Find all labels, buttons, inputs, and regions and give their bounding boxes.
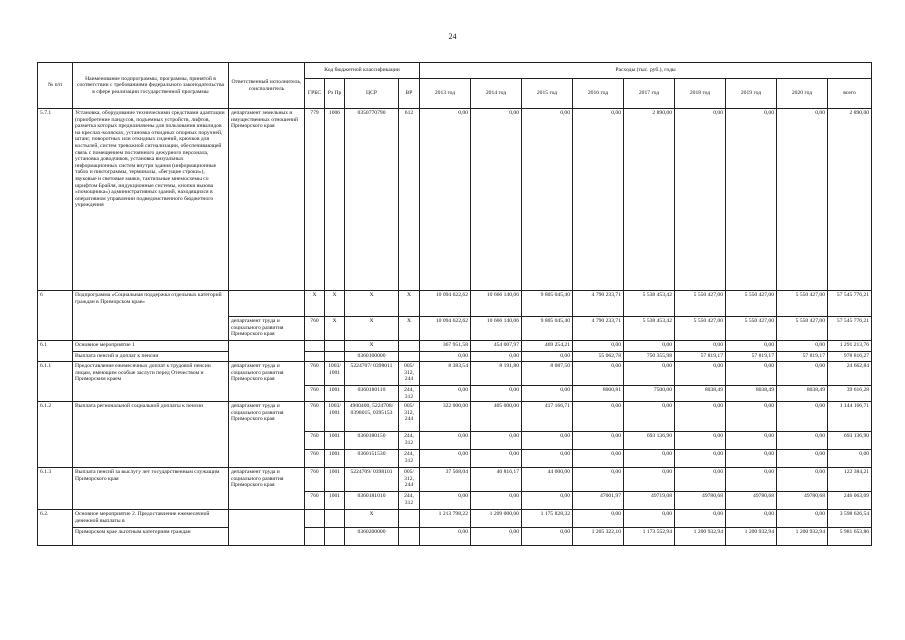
row-rzpr: Х bbox=[325, 317, 345, 341]
row-rzpr: 1003/ 1001 bbox=[325, 362, 345, 386]
row-value: 8 191,80 bbox=[471, 362, 522, 386]
row-value: 57 819,17 bbox=[777, 352, 828, 362]
row-value: 0,00 bbox=[777, 468, 828, 492]
row-value: 10 094 622,62 bbox=[420, 291, 471, 317]
row-value: 0,00 bbox=[726, 510, 777, 528]
row-vr bbox=[399, 510, 420, 528]
header-name: Наименование подпрограммы, программы, принятой в соответствии с требованиями федерального законодательства в сфере реализации государственной программы bbox=[73, 63, 229, 109]
header-expense-group: Расходы (тыс. руб.), годы bbox=[420, 63, 872, 79]
row-value: 0,00 bbox=[726, 432, 777, 450]
header-vr: ВР bbox=[399, 79, 420, 109]
row-value: 8000,81 bbox=[573, 386, 624, 402]
row-value: 367 951,58 bbox=[420, 341, 471, 352]
row-grbs: 760 bbox=[305, 402, 325, 432]
row-value: 8 087,50 bbox=[522, 362, 573, 386]
row-value: 750 355,98 bbox=[624, 352, 675, 362]
budget-table bbox=[37, 62, 872, 546]
table-body bbox=[38, 109, 872, 546]
row-value: 8 383,54 bbox=[420, 362, 471, 386]
row-value: 0,00 bbox=[726, 468, 777, 492]
row-csr: 0360200000 bbox=[345, 528, 399, 546]
row-value: 57 819,17 bbox=[726, 352, 777, 362]
row-value: 39 616,28 bbox=[828, 386, 872, 402]
row-value: 0,00 bbox=[471, 352, 522, 362]
row-value: 0,00 bbox=[420, 109, 471, 291]
table-row bbox=[38, 291, 872, 317]
row-value: 49719,08 bbox=[624, 492, 675, 510]
row-csr: Х bbox=[345, 341, 399, 352]
row-value: 246 063,09 bbox=[828, 492, 872, 510]
row-value: 0,00 bbox=[522, 109, 573, 291]
table-row bbox=[38, 528, 872, 546]
row-value: 0,00 bbox=[573, 468, 624, 492]
row-value: 57 545 776,21 bbox=[828, 291, 872, 317]
row-name: Выплата региональной социальной доплаты к пенсии bbox=[73, 402, 229, 468]
row-value: 5 550 427,00 bbox=[777, 317, 828, 341]
row-value: 0,00 bbox=[471, 386, 522, 402]
row-value: 0,00 bbox=[777, 341, 828, 352]
row-vr bbox=[399, 528, 420, 546]
row-csr: 5224709/ 0398101 bbox=[345, 468, 399, 492]
row-value: 0,00 bbox=[777, 402, 828, 432]
row-num: 6.1.1 bbox=[38, 362, 73, 402]
row-num: 6 bbox=[38, 291, 73, 341]
header-rzpr: Рз Пр bbox=[325, 79, 345, 109]
row-value: 0,00 bbox=[675, 402, 726, 432]
row-value: 0,00 bbox=[420, 450, 471, 468]
row-value: 9 805 045,40 bbox=[522, 291, 573, 317]
row-value: 0,00 bbox=[675, 468, 726, 492]
row-value: 4 790 233,71 bbox=[573, 291, 624, 317]
row-value: 8038,49 bbox=[777, 386, 828, 402]
row-value: 49780,68 bbox=[675, 492, 726, 510]
row-value: 5 981 653,86 bbox=[828, 528, 872, 546]
row-value: 0,00 bbox=[420, 492, 471, 510]
header-year: 2013 год bbox=[420, 79, 471, 109]
row-csr: 0360181010 bbox=[345, 492, 399, 510]
header-year: 2020 год bbox=[777, 79, 828, 109]
row-grbs bbox=[305, 528, 325, 546]
row-value: 1 209 000,00 bbox=[471, 510, 522, 528]
row-csr: 0360151530 bbox=[345, 450, 399, 468]
row-exec: департамент труда и социального развития Приморского края bbox=[229, 317, 305, 341]
row-name: Основное мероприятие 2. Предоставление ежемесячной денежной выплаты в bbox=[73, 510, 229, 528]
row-value: 0,00 bbox=[675, 432, 726, 450]
header-code-group: Код бюджетной классификации bbox=[305, 63, 420, 79]
header-year: всего bbox=[828, 79, 872, 109]
row-value: 5 550 427,00 bbox=[675, 291, 726, 317]
row-grbs: 760 bbox=[305, 317, 325, 341]
table-row bbox=[38, 510, 872, 528]
row-csr: 5224707/ 0398011 bbox=[345, 362, 399, 386]
row-value: 0,00 bbox=[675, 362, 726, 386]
header-exec: Ответственный исполнитель, соисполнитель bbox=[229, 63, 305, 109]
row-exec bbox=[229, 341, 305, 362]
row-value: 57 545 776,21 bbox=[828, 317, 872, 341]
row-value: 0,00 bbox=[522, 386, 573, 402]
row-value: 0,00 bbox=[624, 362, 675, 386]
header-csr: ЦСР bbox=[345, 79, 399, 109]
page-number: 24 bbox=[448, 32, 457, 41]
row-vr: 005/ 312, 244 bbox=[399, 402, 420, 432]
row-num: 6.1.3 bbox=[38, 468, 73, 510]
row-value: 0,00 bbox=[573, 341, 624, 352]
row-value: 454 007,97 bbox=[471, 341, 522, 352]
row-rzpr: 1001 bbox=[325, 386, 345, 402]
row-num: 6.1.2 bbox=[38, 402, 73, 468]
row-value: 0,00 bbox=[726, 109, 777, 291]
row-value: 693 136,90 bbox=[624, 432, 675, 450]
row-value: 0,00 bbox=[573, 362, 624, 386]
row-csr: 4900400, 5224708/ 0398015, 0395153 bbox=[345, 402, 399, 432]
row-value: 0,00 bbox=[777, 432, 828, 450]
row-csr: 0360100000 bbox=[345, 352, 399, 362]
row-rzpr bbox=[325, 528, 345, 546]
row-value: 0,00 bbox=[777, 450, 828, 468]
row-csr: Х bbox=[345, 317, 399, 341]
row-value: 37 568,04 bbox=[420, 468, 471, 492]
row-value: 49780,68 bbox=[726, 492, 777, 510]
row-value: 0,00 bbox=[777, 510, 828, 528]
row-csr: Х bbox=[345, 510, 399, 528]
table-row bbox=[38, 402, 872, 432]
row-value: 1 200 932,94 bbox=[726, 528, 777, 546]
row-vr bbox=[399, 341, 420, 352]
row-value: 1 213 798,22 bbox=[420, 510, 471, 528]
row-value: 0,00 bbox=[471, 432, 522, 450]
row-value: 0,00 bbox=[522, 352, 573, 362]
row-rzpr bbox=[325, 352, 345, 362]
table-row bbox=[38, 109, 872, 291]
row-value: 9 805 045,40 bbox=[522, 317, 573, 341]
row-value: 0,00 bbox=[624, 510, 675, 528]
row-value: 0,00 bbox=[624, 468, 675, 492]
row-value: 0,00 bbox=[624, 402, 675, 432]
row-vr: 244, 312 bbox=[399, 432, 420, 450]
table-row bbox=[38, 468, 872, 492]
row-value: 0,00 bbox=[624, 450, 675, 468]
row-value: 10 094 622,62 bbox=[420, 317, 471, 341]
row-value: 3 598 626,54 bbox=[828, 510, 872, 528]
row-csr: 0350770790 bbox=[345, 109, 399, 291]
row-rzpr: 1001 bbox=[325, 432, 345, 450]
row-value: 0,00 bbox=[573, 510, 624, 528]
header-grbs: ГРБС bbox=[305, 79, 325, 109]
row-grbs: 760 bbox=[305, 468, 325, 492]
row-value: 693 136,90 bbox=[828, 432, 872, 450]
row-grbs: 760 bbox=[305, 450, 325, 468]
row-value: 0,00 bbox=[420, 528, 471, 546]
row-value: 0,00 bbox=[522, 450, 573, 468]
row-value: 0,00 bbox=[573, 402, 624, 432]
row-rzpr: 1001 bbox=[325, 450, 345, 468]
row-value: 1 291 213,76 bbox=[828, 341, 872, 352]
row-value: 0,00 bbox=[726, 402, 777, 432]
row-vr: 244, 312 bbox=[399, 386, 420, 402]
table-row bbox=[38, 352, 872, 362]
row-value: 1 144 166,71 bbox=[828, 402, 872, 432]
row-vr: 244, 312 bbox=[399, 450, 420, 468]
header-year: 2018 год bbox=[675, 79, 726, 109]
row-value: 24 662,84 bbox=[828, 362, 872, 386]
row-vr: Х bbox=[399, 291, 420, 317]
row-grbs bbox=[305, 341, 325, 352]
row-value: 0,00 bbox=[471, 492, 522, 510]
row-vr bbox=[399, 352, 420, 362]
row-exec: департамент труда и социального развития Приморского края bbox=[229, 402, 305, 468]
table-row bbox=[38, 341, 872, 352]
header-num: № п/п bbox=[38, 63, 73, 109]
row-rzpr: 1006 bbox=[325, 109, 345, 291]
row-rzpr: 1003/ 1001 bbox=[325, 402, 345, 432]
header-year: 2017 год bbox=[624, 79, 675, 109]
row-grbs: Х bbox=[305, 291, 325, 317]
row-value: 0,00 bbox=[471, 450, 522, 468]
header-year: 2019 год bbox=[726, 79, 777, 109]
row-grbs bbox=[305, 352, 325, 362]
row-value: 2 890,00 bbox=[828, 109, 872, 291]
row-name: Выплата пенсий за выслугу лет государственным служащим Приморского края bbox=[73, 468, 229, 510]
row-vr: Х bbox=[399, 317, 420, 341]
row-vr: 244, 312 bbox=[399, 492, 420, 510]
row-value: 405 000,00 bbox=[471, 402, 522, 432]
table-header bbox=[38, 63, 872, 109]
row-value: 0,00 bbox=[471, 109, 522, 291]
header-year: 2014 год bbox=[471, 79, 522, 109]
row-grbs: 760 bbox=[305, 432, 325, 450]
row-exec: департамент земельных и имущественных отношений Приморского края bbox=[229, 109, 305, 291]
row-value: 0,00 bbox=[675, 510, 726, 528]
row-value: 0,00 bbox=[726, 450, 777, 468]
row-num: 6.2. bbox=[38, 510, 73, 546]
row-value: 0,00 bbox=[777, 109, 828, 291]
row-value: 10 666 140,06 bbox=[471, 291, 522, 317]
row-name: Установка, оборудование техническими средствами адаптации (приобретение пандусов, подъемных устройств, лифтов, разметка которых предназначены для пользования инвалидов на креслах-колясках, установка откидных опорных поручней, штанг, поворотных или откидных сидений, крючков для костылей, систем тревожной сигнализации, обеспечивающей связь с помещением постоянного дежурного персонала, установка доводчиков, установка визуальных информационных систем внутри здания (информационные табло и пиктограммы, терминалы, «бегущие строки»), звуковые и световые маяки, тактильные мнемосхемы со шрифтом Брайля, индукционные системы, кнопки вызова «помощника») административных зданий, находящихся в оперативном управлении подведомственного бюджетного учреждения bbox=[73, 109, 229, 291]
row-exec: департамент труда и социального развития Приморского края bbox=[229, 468, 305, 510]
row-rzpr: Х bbox=[325, 291, 345, 317]
row-value: 55 062,78 bbox=[573, 352, 624, 362]
row-value: 0,00 bbox=[573, 109, 624, 291]
row-value: 10 666 140,06 bbox=[471, 317, 522, 341]
row-value: 5 538 453,42 bbox=[624, 317, 675, 341]
row-value: 49780,68 bbox=[777, 492, 828, 510]
row-vr: 005/ 312, 244 bbox=[399, 362, 420, 386]
row-csr: Х bbox=[345, 291, 399, 317]
row-value: 0,00 bbox=[420, 432, 471, 450]
row-value: 44 000,00 bbox=[522, 468, 573, 492]
row-value: 0,00 bbox=[573, 450, 624, 468]
row-value: 1 175 828,32 bbox=[522, 510, 573, 528]
row-value: 5 550 427,00 bbox=[726, 317, 777, 341]
row-value: 0,00 bbox=[624, 341, 675, 352]
row-value: 4 790 233,71 bbox=[573, 317, 624, 341]
row-grbs bbox=[305, 510, 325, 528]
row-value: 5 550 427,00 bbox=[777, 291, 828, 317]
row-value: 1 200 932,94 bbox=[675, 528, 726, 546]
row-name: Подпрограмма «Социальная поддержка отдельных категорий граждан в Приморском крае» bbox=[73, 291, 229, 341]
row-name: Предоставление ежемесячных доплат к трудовой пенсии лицам, имеющим особые заслуги перед Отечеством и Приморским краем bbox=[73, 362, 229, 402]
row-rzpr: 1001 bbox=[325, 468, 345, 492]
row-value: 0,00 bbox=[726, 362, 777, 386]
row-value: 0,00 bbox=[573, 432, 624, 450]
row-value: 1 200 932,94 bbox=[777, 528, 828, 546]
row-value: 122 384,21 bbox=[828, 468, 872, 492]
row-csr: 0360180110 bbox=[345, 386, 399, 402]
row-csr: 0360180150 bbox=[345, 432, 399, 450]
row-num: 5.7.1 bbox=[38, 109, 73, 291]
row-name: Выплата пенсий и доплат к пенсии bbox=[73, 352, 229, 362]
row-value: 1 205 322,10 bbox=[573, 528, 624, 546]
row-value: 0,00 bbox=[471, 528, 522, 546]
row-value: 5 550 427,00 bbox=[726, 291, 777, 317]
row-value: 2 890,00 bbox=[624, 109, 675, 291]
row-value: 0,00 bbox=[726, 341, 777, 352]
row-value: 5 550 427,00 bbox=[675, 317, 726, 341]
row-value: 322 000,00 bbox=[420, 402, 471, 432]
row-value: 417 166,71 bbox=[522, 402, 573, 432]
row-rzpr: 1001 bbox=[325, 492, 345, 510]
header-year: 2016 год bbox=[573, 79, 624, 109]
header-year: 2015 год bbox=[522, 79, 573, 109]
row-value: 0,00 bbox=[675, 109, 726, 291]
row-value: 0,00 bbox=[420, 386, 471, 402]
row-value: 8038,49 bbox=[675, 386, 726, 402]
row-name: Приморском крае льготным категориям граждан bbox=[73, 528, 229, 546]
row-exec: департамент труда и социального развития Приморского края bbox=[229, 362, 305, 402]
row-exec bbox=[229, 510, 305, 546]
row-value: 0,00 bbox=[675, 341, 726, 352]
row-value: 1 173 552,94 bbox=[624, 528, 675, 546]
row-vr: 005/ 312, 244 bbox=[399, 468, 420, 492]
row-num: 6.1 bbox=[38, 341, 73, 362]
row-value: 0,00 bbox=[420, 352, 471, 362]
row-value: 0,00 bbox=[522, 492, 573, 510]
row-value: 0,00 bbox=[675, 450, 726, 468]
table-row bbox=[38, 362, 872, 386]
row-value: 7500,00 bbox=[624, 386, 675, 402]
row-value: 40 816,17 bbox=[471, 468, 522, 492]
row-vr: 612 bbox=[399, 109, 420, 291]
row-value: 0,00 bbox=[777, 362, 828, 386]
row-value: 0,00 bbox=[828, 450, 872, 468]
row-value: 5 538 453,42 bbox=[624, 291, 675, 317]
row-grbs: 760 bbox=[305, 362, 325, 386]
row-grbs: 779 bbox=[305, 109, 325, 291]
row-value: 0,00 bbox=[522, 432, 573, 450]
row-value: 978 816,27 bbox=[828, 352, 872, 362]
row-grbs: 760 bbox=[305, 386, 325, 402]
row-exec bbox=[229, 291, 305, 317]
row-rzpr bbox=[325, 341, 345, 352]
row-value: 0,00 bbox=[522, 528, 573, 546]
row-value: 47001,97 bbox=[573, 492, 624, 510]
row-rzpr bbox=[325, 510, 345, 528]
row-name: Основное мероприятие 1 bbox=[73, 341, 229, 352]
row-value: 57 819,17 bbox=[675, 352, 726, 362]
row-value: 469 254,21 bbox=[522, 341, 573, 352]
row-value: 8038,49 bbox=[726, 386, 777, 402]
row-grbs: 760 bbox=[305, 492, 325, 510]
